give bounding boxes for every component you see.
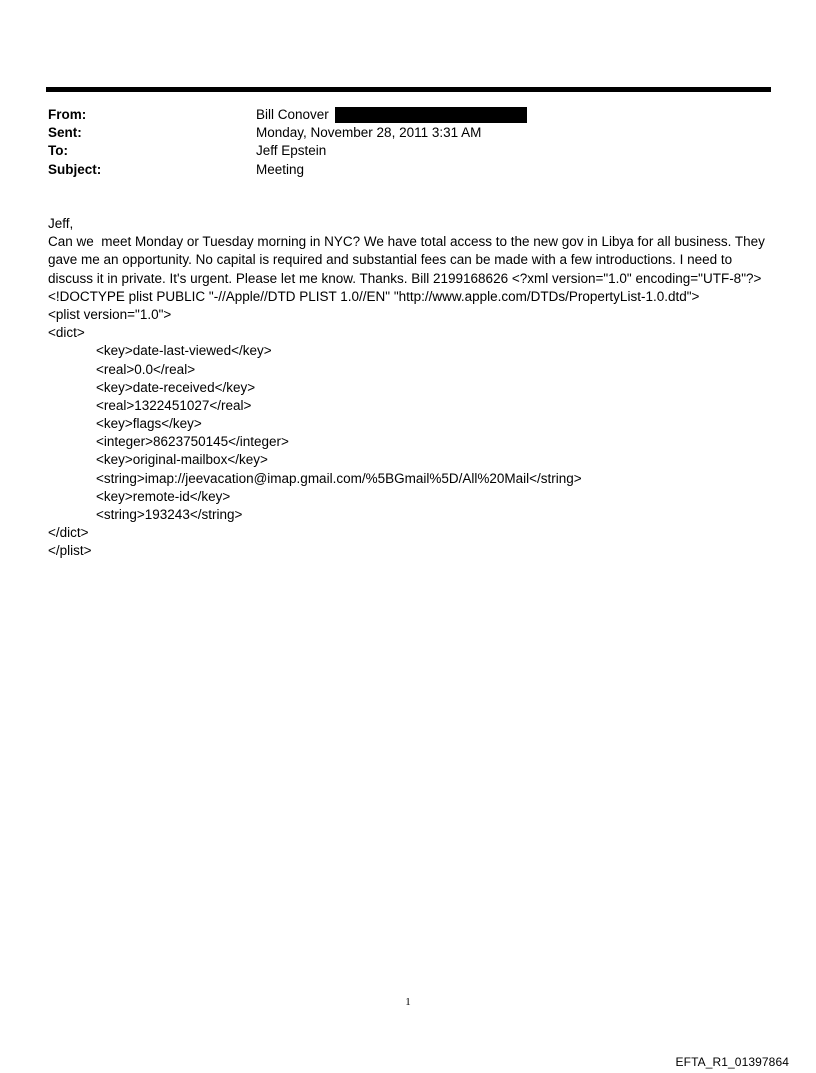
body-line: <key>date-last-viewed</key> (96, 343, 272, 359)
body-line: <real>1322451027</real> (96, 397, 252, 413)
to-row (48, 142, 768, 160)
from-row (48, 106, 768, 124)
body-line-greeting: Jeff, (48, 216, 74, 231)
body-line: <!DOCTYPE plist PUBLIC "-//Apple//DTD PLIST 1.0//EN" "http://www.apple.com/DTDs/PropertyList-1.0.dtd"> (48, 288, 700, 304)
subject-label: Subject: (48, 161, 102, 177)
from-value: Bill Conover (256, 107, 329, 122)
sent-label: Sent: (48, 125, 82, 141)
redaction-box (335, 107, 527, 123)
body-line: <integer>8623750145</integer> (96, 434, 289, 450)
body-line: </plist> (48, 543, 92, 559)
body-line: Can we meet Monday or Tuesday morning in NYC? We have total access to the new gov in Libya for all business. They (48, 234, 765, 250)
to-label: To: (48, 143, 68, 159)
email-body (48, 215, 763, 561)
subject-row (48, 161, 768, 179)
subject-value: Meeting (256, 161, 305, 177)
body-line: <string>imap://jeevacation@imap.gmail.com/%5BGmail%5D/All%20Mail</string> (96, 470, 582, 486)
body-line: discuss it in private. It's urgent. Please let me know. Thanks. Bill 2199168626 <?xml version="1.0" encoding="UTF-8"?> (48, 270, 762, 286)
body-line: <key>original-mailbox</key> (96, 452, 268, 468)
email-header (48, 106, 768, 179)
page-number: 1 (405, 996, 411, 1008)
sent-value: Monday, November 28, 2011 3:31 AM (256, 125, 482, 141)
body-line: <dict> (48, 325, 85, 341)
body-line: </dict> (48, 525, 89, 541)
body-line: <real>0.0</real> (96, 361, 196, 377)
body-line: <plist version="1.0"> (48, 306, 172, 322)
from-label: From: (48, 107, 87, 122)
document-id: EFTA_R1_01397864 (675, 1055, 789, 1069)
body-line: <key>flags</key> (96, 416, 202, 432)
sent-row (48, 124, 768, 142)
body-line: <key>remote-id</key> (96, 488, 231, 504)
body-line: <key>date-received</key> (96, 379, 256, 395)
to-value: Jeff Epstein (256, 143, 327, 159)
body-line: <string>193243</string> (96, 507, 243, 522)
body-line: gave me an opportunity. No capital is required and substantial fees can be made with a few introductions. I need to (48, 252, 733, 268)
from-value-wrap (256, 106, 527, 124)
header-divider (46, 87, 771, 92)
